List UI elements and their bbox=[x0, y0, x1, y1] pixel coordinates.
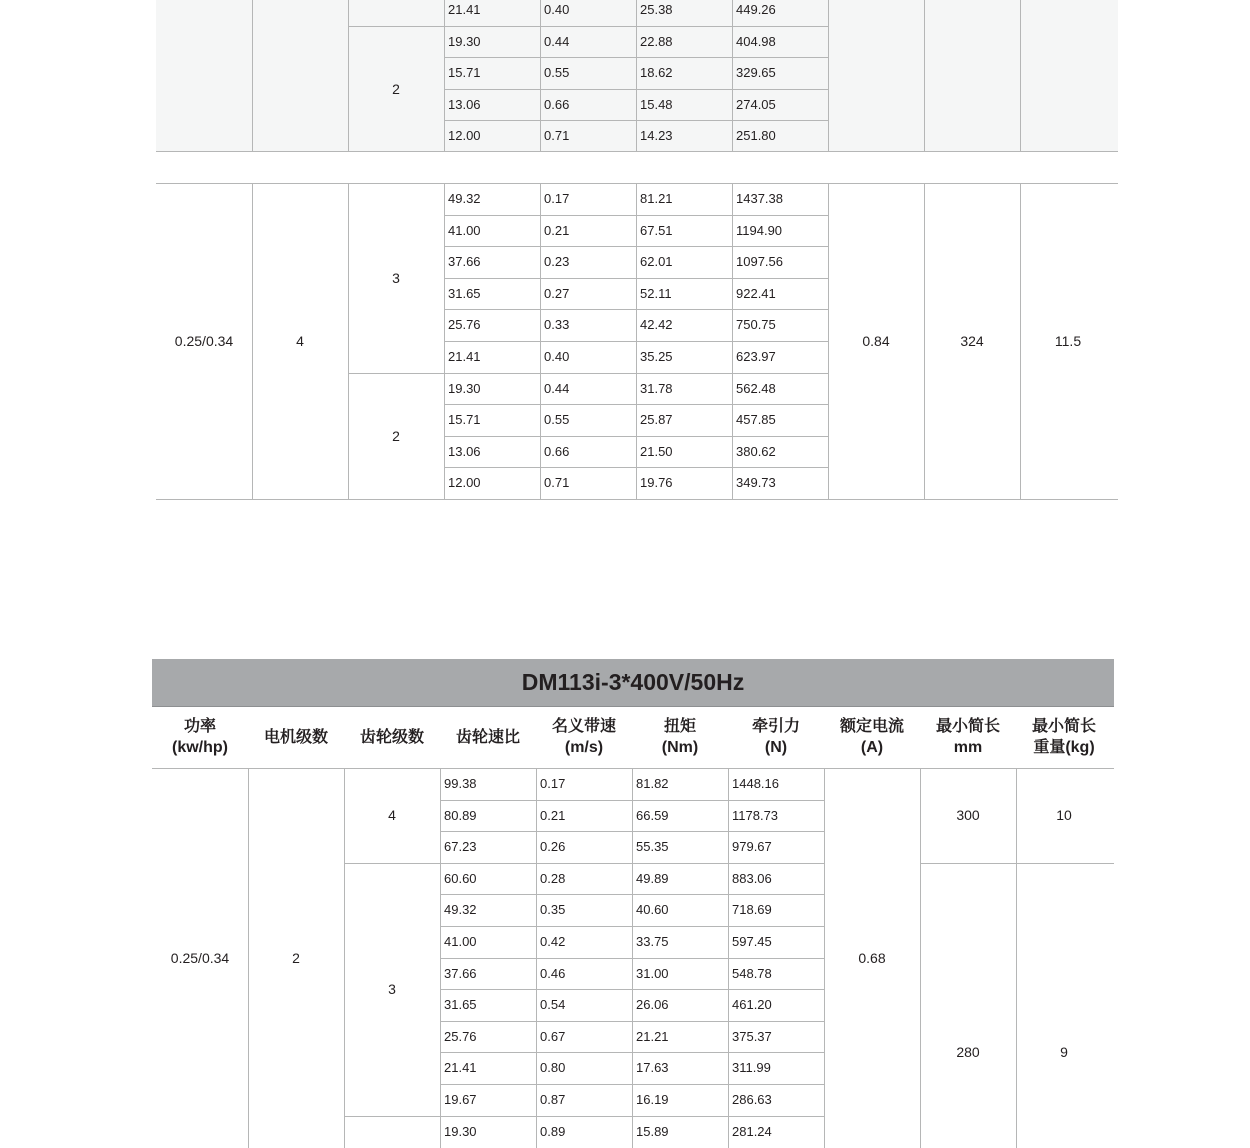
column-divider bbox=[252, 0, 253, 152]
table-cell: 18.62 bbox=[640, 65, 673, 81]
table-cell: 0.80 bbox=[540, 1060, 566, 1076]
column-header-line: 名义带速 bbox=[551, 718, 616, 735]
column-divider bbox=[540, 0, 541, 152]
column-divider bbox=[924, 0, 925, 152]
motor-poles-cell: 4 bbox=[296, 333, 304, 349]
table-cell: 49.32 bbox=[444, 902, 477, 918]
table-cell: 19.30 bbox=[444, 1123, 477, 1139]
table-cell: 21.21 bbox=[636, 1028, 669, 1044]
column-divider bbox=[636, 0, 637, 152]
column-divider bbox=[728, 768, 729, 1148]
column-divider bbox=[636, 183, 637, 500]
table-cell: 13.06 bbox=[448, 443, 481, 459]
table-cell: 81.21 bbox=[640, 191, 673, 206]
table-cell: 311.99 bbox=[732, 1060, 771, 1076]
table-cell: 281.24 bbox=[732, 1123, 772, 1139]
power-cell: 0.25/0.34 bbox=[170, 950, 230, 966]
table-cell: 0.21 bbox=[544, 222, 570, 238]
motor-poles-cell: 2 bbox=[292, 950, 300, 966]
column-header-line: 扭矩 bbox=[663, 718, 696, 735]
row-divider bbox=[156, 151, 1118, 152]
table-cell: 21.41 bbox=[444, 1060, 477, 1076]
table-cell: 21.41 bbox=[448, 349, 481, 364]
table-cell: 81.82 bbox=[636, 776, 669, 791]
table-cell: 13.06 bbox=[448, 96, 481, 112]
column-divider bbox=[1016, 768, 1017, 1148]
column-header-line: 最小简长 bbox=[935, 718, 1000, 735]
column-header-line: 功率 bbox=[183, 718, 216, 735]
column-header-line: 齿轮速比 bbox=[455, 728, 520, 746]
table-cell: 0.89 bbox=[540, 1123, 566, 1139]
table-cell: 15.71 bbox=[448, 65, 481, 81]
column-header-line: (kw/hp) bbox=[172, 739, 228, 756]
table-section-b bbox=[156, 183, 1118, 500]
column-header-line: 电机级数 bbox=[263, 728, 328, 746]
min-length-cell: 280 bbox=[956, 1044, 980, 1061]
table-cell: 349.73 bbox=[736, 475, 776, 491]
table-section-a bbox=[156, 0, 1118, 152]
table-cell: 26.06 bbox=[636, 997, 669, 1013]
column-divider bbox=[540, 183, 541, 500]
table-cell: 1178.73 bbox=[732, 807, 779, 823]
table-cell: 922.41 bbox=[736, 285, 776, 301]
gear-stage-cell: 2 bbox=[392, 427, 400, 444]
column-divider bbox=[348, 0, 349, 152]
column-header bbox=[632, 707, 728, 767]
table-cell: 21.41 bbox=[448, 2, 481, 17]
column-divider bbox=[732, 0, 733, 152]
table-cell: 0.54 bbox=[540, 997, 566, 1013]
row-divider bbox=[920, 863, 1114, 864]
gear-stage-cell: 4 bbox=[388, 807, 396, 824]
table-cell: 60.60 bbox=[444, 870, 477, 886]
gear-stage-cell: 3 bbox=[388, 981, 396, 998]
rated-current-cell: 0.68 bbox=[858, 950, 886, 966]
column-divider bbox=[536, 768, 537, 1148]
table-cell: 1097.56 bbox=[736, 254, 783, 270]
table-cell: 19.67 bbox=[444, 1092, 477, 1107]
table-section-dm113i bbox=[152, 659, 1114, 1148]
table-cell: 0.71 bbox=[544, 475, 570, 491]
table-cell: 15.89 bbox=[636, 1123, 669, 1139]
table-cell: 12.00 bbox=[448, 475, 481, 491]
table-cell: 25.87 bbox=[640, 412, 673, 428]
gear-stage-cell: 2 bbox=[392, 80, 400, 97]
table-cell: 0.46 bbox=[540, 965, 566, 981]
table-cell: 80.89 bbox=[444, 807, 477, 823]
column-header bbox=[824, 707, 920, 767]
column-header bbox=[1016, 707, 1112, 767]
column-divider bbox=[348, 183, 349, 500]
table-cell: 19.30 bbox=[448, 380, 481, 396]
table-cell: 548.78 bbox=[732, 965, 772, 981]
column-divider bbox=[924, 183, 925, 500]
table-cell: 42.42 bbox=[640, 317, 673, 333]
column-divider bbox=[828, 183, 829, 500]
table-cell: 0.21 bbox=[540, 807, 566, 823]
column-divider bbox=[1020, 183, 1021, 500]
table-cell: 286.63 bbox=[732, 1092, 772, 1107]
table-cell: 329.65 bbox=[736, 65, 776, 81]
row-divider bbox=[344, 863, 440, 864]
table-cell: 12.00 bbox=[448, 128, 481, 144]
column-divider bbox=[248, 768, 249, 1148]
table-cell: 380.62 bbox=[736, 443, 776, 459]
table-cell: 67.51 bbox=[640, 222, 673, 238]
table-cell: 0.28 bbox=[540, 870, 566, 886]
table-title: DM113i-3*400V/50Hz bbox=[152, 659, 1114, 707]
table-cell: 1194.90 bbox=[736, 222, 783, 238]
column-header-line: 齿轮级数 bbox=[359, 728, 424, 746]
table-cell: 15.71 bbox=[448, 412, 481, 428]
table-cell: 35.25 bbox=[640, 349, 673, 364]
table-cell: 0.17 bbox=[544, 191, 570, 206]
table-cell: 0.44 bbox=[544, 380, 570, 396]
table-cell: 25.76 bbox=[444, 1028, 477, 1044]
table-cell: 375.37 bbox=[732, 1028, 772, 1044]
column-divider bbox=[632, 768, 633, 1148]
table-cell: 1448.16 bbox=[732, 776, 779, 791]
table-cell: 31.65 bbox=[444, 997, 477, 1013]
table-cell: 883.06 bbox=[732, 870, 772, 886]
table-cell: 0.33 bbox=[544, 317, 570, 333]
table-cell: 99.38 bbox=[444, 776, 477, 791]
table-cell: 0.66 bbox=[544, 443, 570, 459]
table-cell: 449.26 bbox=[736, 2, 776, 17]
table-cell: 0.23 bbox=[544, 254, 570, 270]
column-divider bbox=[824, 768, 825, 1148]
column-divider bbox=[444, 0, 445, 152]
table-cell: 597.45 bbox=[732, 934, 772, 949]
table-cell: 0.67 bbox=[540, 1028, 566, 1044]
table-cell: 37.66 bbox=[444, 965, 477, 981]
table-cell: 31.78 bbox=[640, 380, 673, 396]
table-cell: 274.05 bbox=[736, 96, 776, 112]
column-header-line: 重量(kg) bbox=[1033, 739, 1095, 756]
table-cell: 22.88 bbox=[640, 33, 673, 49]
table-cell: 25.38 bbox=[640, 2, 673, 17]
table-cell: 404.98 bbox=[736, 33, 776, 49]
row-divider bbox=[348, 373, 444, 374]
column-header-line: 牵引力 bbox=[751, 718, 800, 735]
column-header bbox=[152, 707, 248, 767]
table-cell: 49.89 bbox=[636, 870, 669, 886]
table-cell: 19.30 bbox=[448, 33, 481, 49]
table-cell: 66.59 bbox=[636, 807, 669, 823]
table-cell: 33.75 bbox=[636, 934, 669, 949]
row-divider bbox=[156, 499, 1118, 500]
column-header bbox=[440, 707, 536, 767]
column-header bbox=[728, 707, 824, 767]
table-cell: 0.17 bbox=[540, 776, 566, 791]
table-cell: 0.27 bbox=[544, 285, 570, 301]
row-divider bbox=[156, 183, 1118, 184]
table-cell: 52.11 bbox=[640, 285, 672, 301]
table-cell: 25.76 bbox=[448, 317, 481, 333]
table-cell: 40.60 bbox=[636, 902, 669, 918]
table-cell: 41.00 bbox=[444, 934, 477, 949]
table-cell: 49.32 bbox=[448, 191, 481, 206]
table-cell: 55.35 bbox=[636, 839, 669, 855]
table-cell: 41.00 bbox=[448, 222, 481, 238]
table-cell: 0.87 bbox=[540, 1092, 566, 1107]
column-header bbox=[248, 707, 344, 767]
table-cell: 0.55 bbox=[544, 412, 570, 428]
column-divider bbox=[344, 768, 345, 1148]
table-cell: 251.80 bbox=[736, 128, 776, 144]
table-cell: 979.67 bbox=[732, 839, 772, 855]
gear-stage-cell: 3 bbox=[392, 269, 400, 286]
column-header-line: (A) bbox=[860, 739, 884, 756]
min-length-cell: 300 bbox=[956, 807, 980, 824]
column-divider bbox=[920, 768, 921, 1148]
row-divider bbox=[344, 1116, 440, 1117]
column-divider bbox=[732, 183, 733, 500]
table-cell: 0.66 bbox=[544, 96, 570, 112]
column-header-line: (m/s) bbox=[564, 739, 604, 756]
column-header-line: 额定电流 bbox=[839, 718, 904, 735]
table-cell: 37.66 bbox=[448, 254, 481, 270]
column-header-line: 最小简长 bbox=[1031, 718, 1096, 735]
table-cell: 31.00 bbox=[636, 965, 669, 981]
column-header bbox=[536, 707, 632, 767]
column-header-line: mm bbox=[953, 739, 983, 756]
column-divider bbox=[440, 768, 441, 1148]
column-divider bbox=[252, 183, 253, 500]
min-length-cell: 324 bbox=[960, 333, 984, 349]
table-cell: 14.23 bbox=[640, 128, 673, 144]
table-cell: 1437.38 bbox=[736, 191, 783, 206]
table-cell: 17.63 bbox=[636, 1060, 669, 1076]
weight-cell: 11.5 bbox=[1054, 333, 1082, 349]
table-cell: 0.35 bbox=[540, 902, 566, 918]
weight-cell: 9 bbox=[1060, 1044, 1068, 1061]
table-cell: 21.50 bbox=[640, 443, 673, 459]
column-header bbox=[344, 707, 440, 767]
table-cell: 16.19 bbox=[636, 1092, 669, 1107]
table-cell: 461.20 bbox=[732, 997, 772, 1013]
column-header bbox=[920, 707, 1016, 767]
table-cell: 718.69 bbox=[732, 902, 772, 918]
table-cell: 15.48 bbox=[640, 96, 673, 112]
table-cell: 623.97 bbox=[736, 349, 776, 364]
table-cell: 19.76 bbox=[640, 475, 673, 491]
row-divider bbox=[348, 26, 444, 27]
table-cell: 750.75 bbox=[736, 317, 776, 333]
column-divider bbox=[1020, 0, 1021, 152]
table-cell: 0.26 bbox=[540, 839, 566, 855]
table-cell: 0.71 bbox=[544, 128, 570, 144]
column-divider bbox=[444, 183, 445, 500]
table-cell: 67.23 bbox=[444, 839, 477, 855]
table-cell: 0.42 bbox=[540, 934, 566, 949]
table-cell: 0.40 bbox=[544, 2, 570, 17]
column-header-line: (Nm) bbox=[661, 739, 699, 756]
table-cell: 0.55 bbox=[544, 65, 570, 81]
table-cell: 562.48 bbox=[736, 380, 776, 396]
table-cell: 31.65 bbox=[448, 285, 481, 301]
rated-current-cell: 0.84 bbox=[862, 333, 890, 349]
power-cell: 0.25/0.34 bbox=[174, 333, 234, 349]
table-cell: 0.44 bbox=[544, 33, 570, 49]
table-cell: 0.40 bbox=[544, 349, 570, 364]
column-divider bbox=[828, 0, 829, 152]
weight-cell: 10 bbox=[1056, 807, 1072, 824]
table-cell: 457.85 bbox=[736, 412, 776, 428]
column-header-line: (N) bbox=[764, 739, 788, 756]
table-cell: 62.01 bbox=[640, 254, 673, 270]
